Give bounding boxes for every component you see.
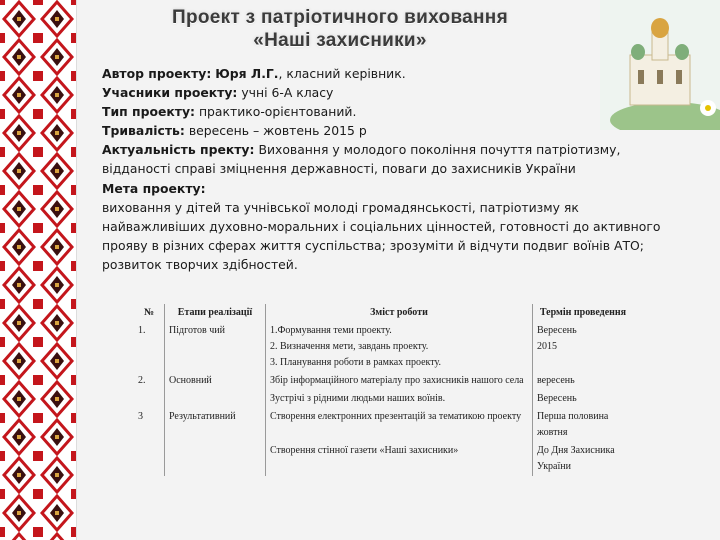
content-line: 1.Формування теми проекту. xyxy=(270,325,392,336)
row-term: Вересень xyxy=(533,390,634,408)
row-stage: Результативний xyxy=(165,408,266,442)
row-stage xyxy=(165,442,266,476)
duration-label: Тривалість: xyxy=(102,123,185,139)
goal-value: виховання у дітей та учнівської молоді громадянськості, патріотизму як найважливіших духовно-моральних і соціальних цінностей, готовності до активного прояву в різних сферах життя суспільства; зрозуміти й відчути подвиг воїнів АТО; розвиток творчих здібностей. xyxy=(102,199,661,272)
header-content: Зміст роботи xyxy=(266,304,533,322)
row-term: До Дня Захисника України xyxy=(533,442,634,476)
row-term xyxy=(533,322,634,372)
table-row xyxy=(134,408,633,442)
type-line xyxy=(102,102,672,121)
row-stage: Підготов чий xyxy=(165,322,266,372)
relevance-line xyxy=(102,140,672,178)
table-row xyxy=(134,442,633,476)
author-line xyxy=(102,64,672,83)
row-content: Створення електронних презентацій за тематикою проекту xyxy=(266,408,533,442)
page-title xyxy=(90,6,590,52)
row-content xyxy=(266,322,533,372)
type-label: Тип проекту: xyxy=(102,104,195,120)
table-header-row xyxy=(134,304,633,322)
project-info xyxy=(102,64,672,274)
table-row xyxy=(134,322,633,372)
participants-line xyxy=(102,83,672,102)
title-line-2: «Наші захисники» xyxy=(253,30,427,51)
type-value: практико-орієнтований. xyxy=(198,104,357,120)
duration-value: вересень – жовтень 2015 р xyxy=(188,123,367,139)
duration-line xyxy=(102,121,672,140)
table-row xyxy=(134,372,633,390)
row-number xyxy=(134,442,165,476)
table-row xyxy=(134,390,633,408)
term-line: Вересень xyxy=(537,325,577,336)
row-content: Збір інформаційного матеріалу про захисників нашого села xyxy=(266,372,533,390)
relevance-value: Виховання у молодого покоління почуття патріотизму, відданості справі зміцнення державності, поваги до захисників України xyxy=(102,142,621,177)
row-stage xyxy=(165,390,266,408)
author-rest: , класний керівник. xyxy=(278,66,406,81)
row-number: 2. xyxy=(138,375,146,386)
relevance-label: Актуальність пректу: xyxy=(102,142,255,158)
content-line: 2. Визначення мети, завдань проекту. xyxy=(270,341,429,352)
goal-label-line xyxy=(102,179,672,198)
row-content: Створення стінної газети «Наші захисники» xyxy=(266,442,533,476)
author-value: Юря Л.Г. xyxy=(215,66,279,81)
row-content: Зустрічі з рідними людьми наших воїнів. xyxy=(266,390,533,408)
header-stages: Етапи реалізації xyxy=(165,304,266,322)
header-number: № xyxy=(143,307,155,318)
participants-value: учні 6-А класу xyxy=(241,85,334,101)
row-term: вересень xyxy=(533,372,634,390)
row-number xyxy=(134,390,165,408)
term-line: 2015 xyxy=(537,341,557,352)
row-stage: Основний xyxy=(165,372,266,390)
embroidery-ornament-border xyxy=(0,0,77,540)
author-label: Автор проекту: xyxy=(102,66,212,81)
row-term: Перша половина жовтня xyxy=(533,408,634,442)
content-line: 3. Планування роботи в рамках проекту. xyxy=(270,357,442,368)
participants-label: Учасники проекту: xyxy=(102,85,238,101)
goal-label: Мета проекту: xyxy=(102,180,206,196)
title-line-1: Проект з патріотичного виховання xyxy=(172,7,508,28)
row-number: 1. xyxy=(138,325,146,336)
header-term: Термін проведення xyxy=(533,304,634,322)
row-number: 3 xyxy=(138,411,143,422)
implementation-table xyxy=(134,304,633,476)
